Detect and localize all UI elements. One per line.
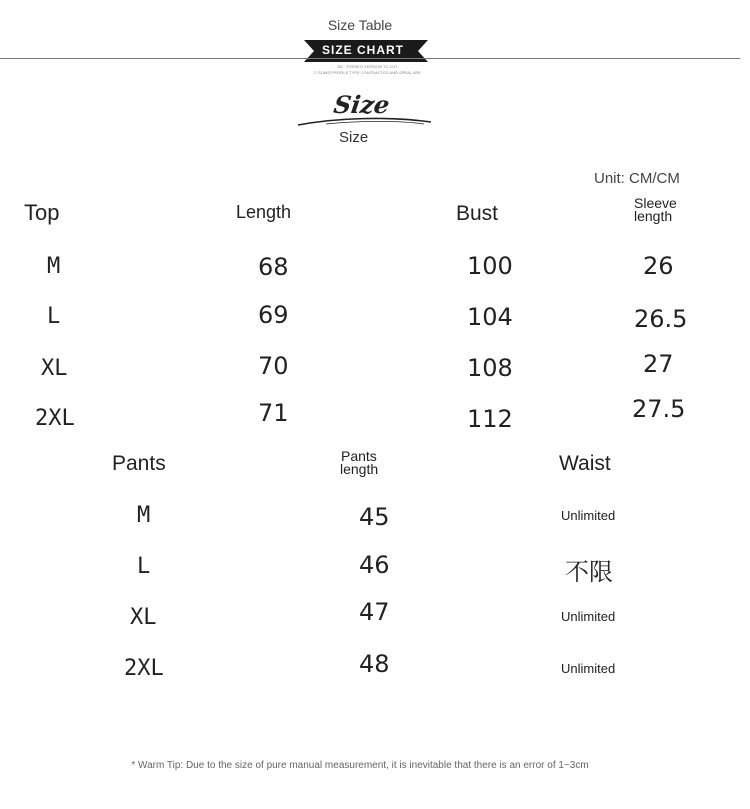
size-chart-badge-label: SIZE CHART: [322, 43, 404, 57]
top-header-sleeve-line1: Sleeve: [634, 195, 677, 211]
fine-print-line-2: C SLIMS PROFILE TYPE CONTRACTED AND SPEAL ARE: [314, 70, 421, 75]
pants-row-2-waist: 不限: [565, 558, 613, 586]
header-title: Size Table: [327, 17, 393, 33]
top-row-1-sleeve: 26: [643, 252, 674, 280]
top-row-3-sleeve: 27: [643, 350, 674, 378]
header-divider: [0, 58, 740, 59]
top-row-4-bust: 112: [467, 405, 513, 433]
pants-row-1-size: M: [137, 503, 151, 528]
top-header-bust: Bust: [456, 202, 499, 225]
top-row-4-length: 71: [258, 399, 289, 427]
pants-row-2-size: L: [137, 554, 151, 579]
unit-label: Unit: CM/CM: [594, 170, 680, 187]
top-row-4-sleeve: 27.5: [632, 395, 686, 423]
pants-row-2-length: 46: [359, 551, 390, 579]
top-row-2-length: 69: [258, 301, 289, 329]
top-row-1-size: M: [47, 254, 61, 279]
pants-header-waist: Waist: [559, 452, 611, 475]
pants-row-4-size: 2XL: [124, 656, 164, 681]
top-row-4-size: 2XL: [35, 406, 75, 431]
top-row-1-length: 68: [258, 253, 289, 281]
pants-row-1-waist: Unlimited: [561, 508, 616, 523]
fine-print-line-1: AD · STEREO VERSION TO CUT: [337, 64, 398, 69]
size-subtitle: Size: [339, 129, 369, 146]
pants-header-category: Pants: [112, 452, 166, 475]
top-header-sleeve-line2: length: [634, 208, 673, 224]
pants-row-3-size: XL: [130, 605, 157, 630]
top-row-2-size: L: [47, 304, 61, 329]
top-row-1-bust: 100: [467, 252, 513, 280]
pants-row-4-length: 48: [359, 650, 390, 678]
pants-header-length-line2: length: [340, 461, 379, 477]
top-header-category: Top: [24, 200, 60, 225]
pants-row-4-waist: Unlimited: [561, 661, 616, 676]
top-row-2-bust: 104: [467, 303, 513, 331]
top-header-length: Length: [236, 202, 292, 222]
size-script-logo: Size: [331, 90, 392, 119]
pants-row-1-length: 45: [359, 503, 390, 531]
top-row-3-size: XL: [41, 356, 68, 381]
top-row-2-sleeve: 26.5: [634, 305, 688, 333]
pants-header-length-line1: Pants: [341, 448, 377, 464]
warm-tip-note: * Warm Tip: Due to the size of pure manual measurement, it is inevitable that there is an error of 1~3cm: [131, 760, 589, 771]
top-row-3-length: 70: [258, 352, 289, 380]
top-row-3-bust: 108: [467, 354, 513, 382]
pants-row-3-waist: Unlimited: [561, 609, 616, 624]
pants-row-3-length: 47: [359, 598, 390, 626]
